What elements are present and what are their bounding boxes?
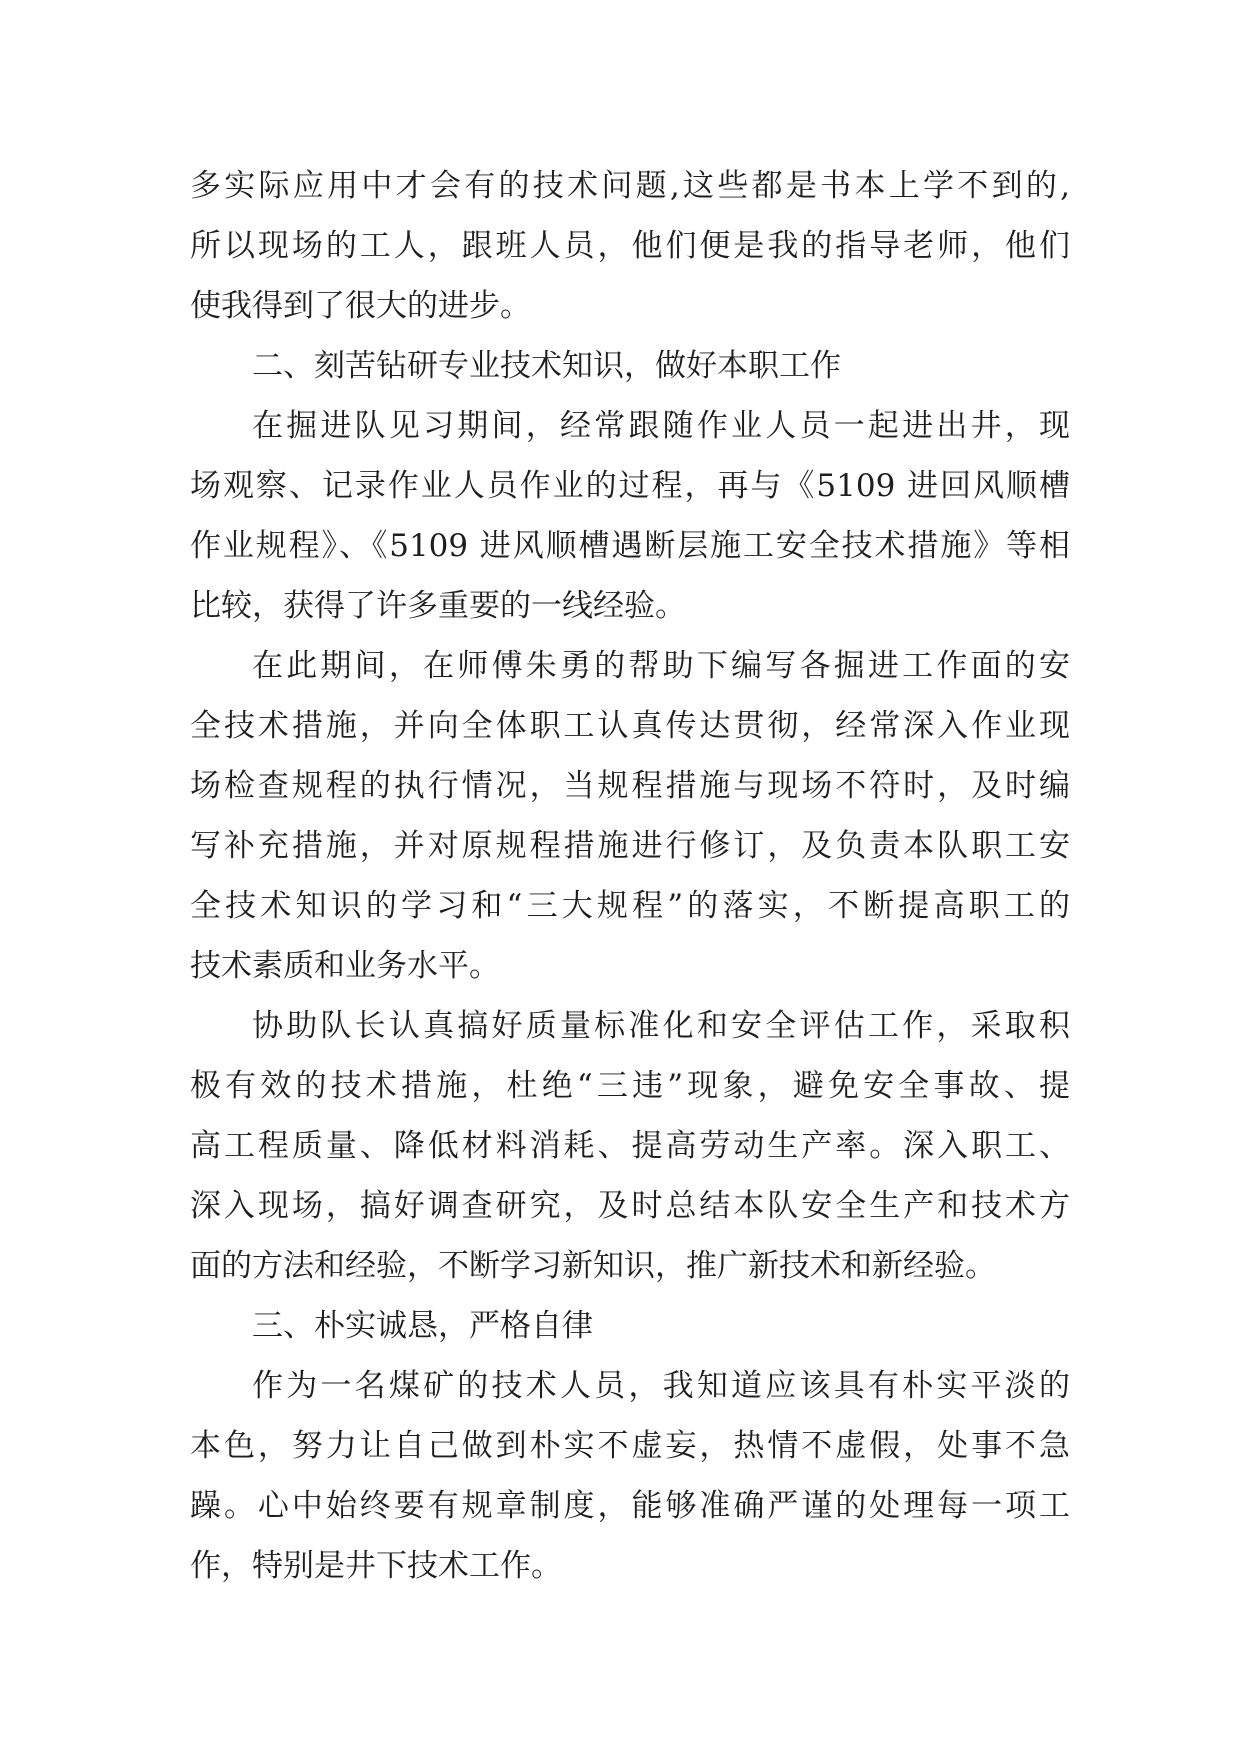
text-line: 在此期间，在师傅朱勇的帮助下编写各掘进工作面的安: [252, 648, 1070, 684]
text-line: 全技术措施，并向全体职工认真传达贯彻，经常深入作业现: [190, 708, 1070, 744]
text-line: 面的方法和经验，不断学习新知识，推广新技术和新经验。: [190, 1248, 996, 1284]
text-line: 技术素质和业务水平。: [190, 948, 500, 984]
text-line: 极有效的技术措施，杜绝“三违”现象，避免安全事故、提: [190, 1068, 1070, 1104]
section-heading: 二、刻苦钻研专业技术知识，做好本职工作: [252, 348, 841, 384]
text-line: 写补充措施，并对原规程措施进行修订，及负责本队职工安: [190, 828, 1070, 864]
text-line: 在掘进队见习期间，经常跟随作业人员一起进出井，现: [252, 408, 1070, 444]
text-line: 高工程质量、降低材料消耗、提高劳动生产率。深入职工、: [190, 1128, 1070, 1164]
text-line: 本色，努力让自己做到朴实不虚妄，热情不虚假，处事不急: [190, 1428, 1070, 1464]
text-line: 使我得到了很大的进步。: [190, 288, 531, 324]
text-line: 全技术知识的学习和“三大规程”的落实，不断提高职工的: [190, 888, 1070, 924]
text-line: 作，特别是井下技术工作。: [190, 1548, 562, 1584]
text-line: 作业规程》、《5109 进风顺槽遇断层施工安全技术措施》等相: [190, 528, 1070, 564]
text-line: 躁。心中始终要有规章制度，能够准确严谨的处理每一项工: [190, 1488, 1070, 1524]
text-line: 多实际应用中才会有的技术问题,这些都是书本上学不到的,: [190, 168, 1070, 204]
text-line: 比较，获得了许多重要的一线经验。: [190, 588, 686, 624]
text-line: 深入现场，搞好调查研究，及时总结本队安全生产和技术方: [190, 1188, 1070, 1224]
text-line: 场检查规程的执行情况，当规程措施与现场不符时，及时编: [190, 768, 1070, 804]
text-line: 协助队长认真搞好质量标准化和安全评估工作，采取积: [252, 1008, 1070, 1044]
section-heading: 三、朴实诚恳，严格自律: [252, 1308, 593, 1344]
text-line: 场观察、记录作业人员作业的过程，再与《5109 进回风顺槽: [190, 468, 1070, 504]
text-line: 所以现场的工人，跟班人员，他们便是我的指导老师，他们: [190, 228, 1070, 264]
body-text: [190, 156, 1070, 1596]
text-line: 作为一名煤矿的技术人员，我知道应该具有朴实平淡的: [252, 1368, 1070, 1404]
